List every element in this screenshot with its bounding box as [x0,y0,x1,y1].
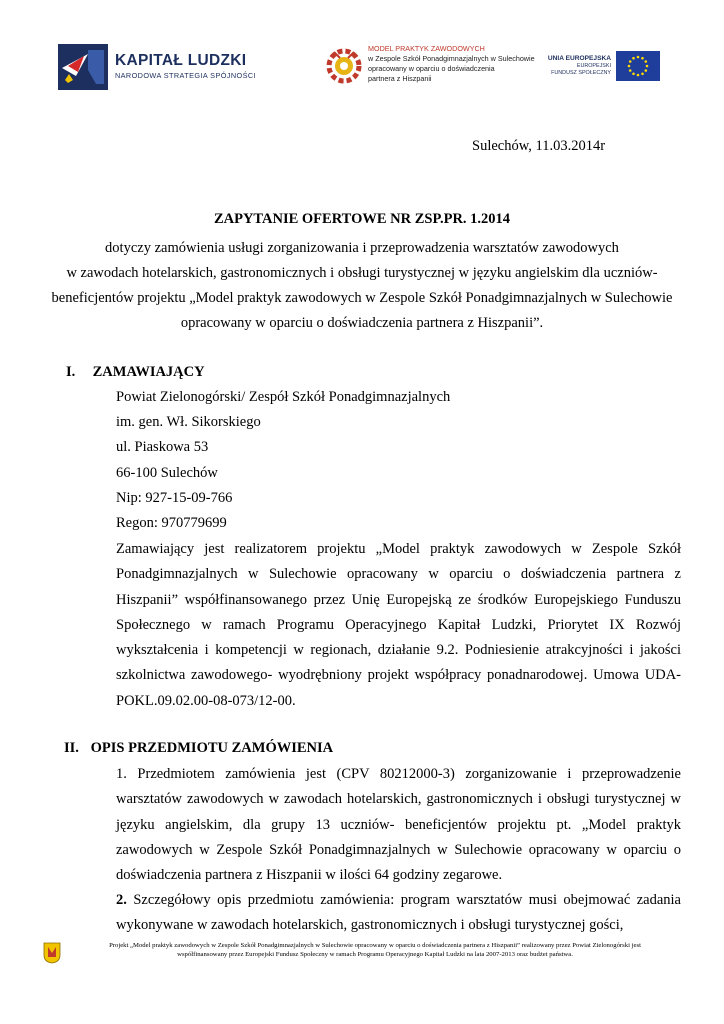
coat-of-arms-icon [43,942,61,964]
eu-logo-line2: EUROPEJSKI [576,63,611,69]
project-logo-line: MODEL PRAKTYK ZAWODOWYCH [368,44,485,53]
address-line: Powiat Zielonogórski/ Zespół Szkół Ponadgimnazjalnych [116,389,451,405]
intro-line: opracowany w oparciu o doświadczenia partnera z Hiszpanii”. [180,315,544,331]
kapital-ludzki-title: KAPITAŁ LUDZKI [115,52,247,69]
footer-line-2: współfinansowany przez Europejski Fundusz Społeczny w ramach Programu Operacyjnego Kapitał Ludzki na lata 2007-2013 oraz budżet państwa. [177,951,573,958]
project-logo-line: partnera z Hiszpanii [368,74,432,83]
section-2-heading [64,740,333,757]
section-1-title: ZAMAWIAJĄCY [92,364,205,380]
section-2-item-2 [116,888,681,939]
footer-line-1: Projekt „Model praktyk zawodowych w Zespole Szkół Ponadgimnazjalnych w Sulechowie opracowany w oparciu o doświadczenia partnera z Hiszpanii” realizowany przez Powiat Zielonogórski jest [109,942,641,949]
address-line: 66-100 Sulechów [116,465,218,481]
eu-logo-line3: FUNDUSZ SPOŁECZNY [551,70,611,76]
intro-line: beneficjentów projektu „Model praktyk zawodowych w Zespole Szkół Ponadgimnazjalnych w Sulechowie [51,290,673,306]
document-footer [70,941,680,959]
kapital-ludzki-logo [58,44,273,94]
project-logo-line: w Zespole Szkół Ponadgimnazjalnych w Sulechowie [368,54,535,63]
eu-logo [547,50,663,82]
item-1-text: Przedmiotem zamówienia jest (CPV 80212000-3) zorganizowanie i przeprowadzenie warsztatów zawodowych w zawodach hotelarskich, gastronomicznych i obsługi turystycznej w języku angielskim, dla grupy 13 uczniów- beneficjentów projektu pt. „Model praktyk zawodowych w Zespole Szkół Ponadgimnazjalnych w Sulechowie opracowany w oparciu o doświadczenia partnera z Hiszpanii w ilości 64 godziny zegarowe. [116,766,681,884]
project-logo-text [368,44,535,84]
section-1-number: I. [66,364,76,380]
document-title: ZAPYTANIE OFERTOWE NR ZSP.PR. 1.2014 [213,211,511,227]
kapital-ludzki-logo-icon [58,44,108,90]
section-1-paragraph: Zamawiający jest realizatorem projektu „Model praktyk zawodowych w Zespole Szkół Ponadgimnazjalnych w Sulechowie opracowany w oparciu o doświadczenia partnera z Hiszpanii” współfinansowanego przez Unię Europejską ze środków Europejskiego Funduszu Społecznego w ramach Programu Operacyjnego Kapitał Ludzki, Priorytet IX Rozwój wykształcenia i kompetencji w regionach, działanie 9.2. Podniesienie atrakcyjności i jakości szkolnictwa zawodowego- wyodrębniony projekt współpracy ponadnarodowej. Umowa UDA-POKL.09.02.00-08-073/12-00. [116,541,681,709]
eu-flag-icon [616,51,660,81]
kapital-ludzki-subtitle: NARODOWA STRATEGIA SPÓJNOŚCI [115,71,256,80]
gear-logo-icon [322,42,366,86]
item-1-number: 1. [116,766,127,782]
address-line: Regon: 970779699 [116,515,227,531]
section-1-heading [66,364,205,381]
eu-logo-line1: UNIA EUROPEJSKA [547,55,611,62]
section-2-title: OPIS PRZEDMIOTU ZAMÓWIENIA [90,740,334,756]
intro-line: dotyczy zamówienia usługi zorganizowania i przeprowadzenia warsztatów zawodowych [105,240,619,256]
section-2-number: II. [64,740,79,756]
section-2-item-1 [116,762,681,888]
item-2-text: Szczegółowy opis przedmiotu zamówienia: program warsztatów musi obejmować zadania wykonywane w zawodach hotelarskich, gastronomicznych i obsługi turystycznej gości, [116,892,681,934]
project-logo [322,42,535,94]
document-date: Sulechów, 11.03.2014r [472,138,606,154]
intro-line: w zawodach hotelarskich, gastronomicznych i obsługi turystycznej w języku angielskim dla uczniów- [66,265,658,281]
address-line: im. gen. Wł. Sikorskiego [116,414,261,430]
address-line: ul. Piaskowa 53 [116,439,209,455]
document-intro [40,236,684,336]
address-line: Nip: 927-15-09-766 [116,490,233,506]
item-2-number: 2. [116,892,127,908]
project-logo-line: opracowany w oparciu o doświadczenia [368,64,495,73]
eu-logo-text [548,55,611,77]
